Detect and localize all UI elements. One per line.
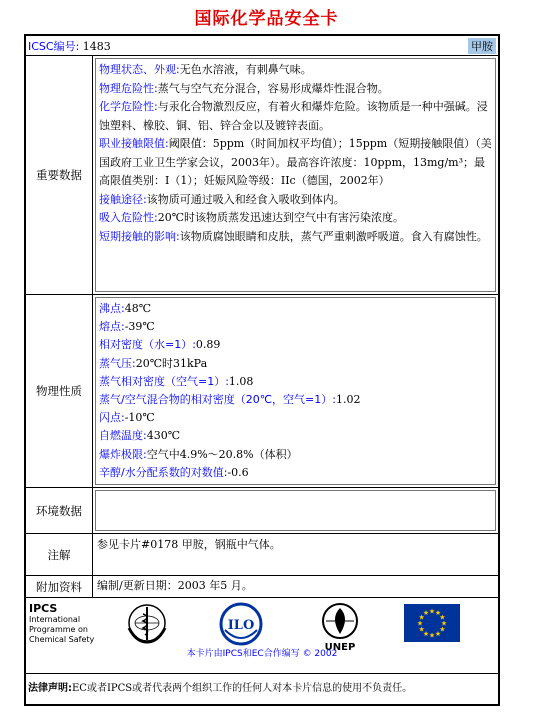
eu-star-icon: ★ (439, 613, 446, 622)
eu-star-icon: ★ (428, 631, 436, 640)
physical-value: 48℃ (124, 302, 152, 315)
physical-term: 熔点: (99, 320, 125, 334)
important-item (99, 228, 492, 247)
icsc-number: ICSC编号: 1483 (28, 40, 111, 53)
important-term: 物理危险性: (99, 81, 158, 95)
eu-star-icon: ★ (422, 609, 430, 618)
physical-term: 相对密度（水=1）: (99, 338, 196, 352)
physical-term: 爆炸极限: (99, 447, 147, 461)
chemical-name: 甲胺 (468, 38, 496, 54)
physical-value: -10℃ (124, 411, 155, 425)
eu-flag-icon (404, 604, 460, 642)
important-term: 物理状态、外观: (99, 63, 180, 76)
safety-card (24, 34, 500, 706)
important-term: 吸入危险性: (99, 211, 158, 224)
notes-label: 注解 (26, 534, 93, 575)
important-item (99, 98, 492, 135)
important-term: 接触途径: (99, 192, 147, 206)
important-value: 蒸气与空气充分混合，容易形成爆炸性混合物。 (157, 81, 389, 95)
physical-term: 闪点: (99, 411, 125, 425)
eu-star-icon: ★ (434, 609, 442, 618)
physical-term: 蒸气压: (99, 356, 136, 370)
eu-star-icon: ★ (439, 625, 446, 634)
important-value: 无色水溶液，有刺鼻气味。 (179, 63, 312, 76)
physical-item (99, 373, 492, 391)
cooperation-note: 本卡片由IPCS和EC合作编写 © 2002 (186, 649, 338, 659)
physical-value: 空气中4.9%～20.8%（体积） (146, 447, 298, 461)
physical-item (99, 446, 492, 464)
important-value: 该物质可通过吸入和经食入吸收到体内。 (146, 192, 345, 206)
physical-value: 1.08 (228, 374, 254, 388)
important-term: 职业接触限值: (99, 137, 169, 150)
notes-section (26, 534, 498, 576)
physical-properties-content (95, 297, 496, 485)
environment-content (95, 490, 496, 531)
physical-item (99, 464, 492, 482)
icsc-row (26, 36, 498, 56)
ipcs-logo-text: IPCS International Programme on Chemical Safety (29, 602, 95, 644)
physical-value: 1.02 (335, 393, 361, 407)
eu-star-icon: ★ (418, 613, 425, 622)
important-value: 该物质腐蚀眼睛和皮肤，蒸气严重刺激呼吸道。食入有腐蚀性。 (179, 229, 488, 243)
environment-section (26, 488, 498, 534)
physical-term: 辛醇/水分配系数的对数值: (99, 465, 228, 479)
important-item (99, 135, 492, 191)
logos-section (26, 598, 498, 674)
environment-label: 环境数据 (26, 488, 93, 533)
important-value: 20℃时该物质蒸发迅速达到空气中有害污染浓度。 (157, 211, 405, 224)
eu-star-icon: ★ (418, 625, 425, 634)
important-term: 短期接触的影响: (99, 229, 180, 243)
physical-item (99, 391, 492, 409)
notes-content: 参见卡片#0178 甲胺，钢瓶中气体。 (97, 538, 281, 551)
important-item (99, 191, 492, 210)
important-data-section (26, 56, 498, 295)
physical-term: 蒸气相对密度（空气=1）: (99, 374, 229, 388)
physical-item (99, 427, 492, 445)
unep-text: UNEP (324, 642, 356, 652)
physical-value: -39℃ (124, 320, 155, 334)
physical-value: -0.6 (227, 465, 249, 479)
important-value: 与汞化合物激烈反应，有着火和爆炸危险。该物质是一种中强碱。浸蚀塑料、橡胶、铜、铝、锌合金以及镀锌表面。 (99, 100, 488, 132)
additional-label: 附加资料 (26, 576, 93, 597)
legal-statement: 法律声明:EC或者IPCS或者代表两个组织工作的任何人对本卡片信息的使用不负责任。 (28, 683, 413, 694)
card-title: 国际化学品安全卡 (194, 9, 339, 29)
physical-value: 430℃ (146, 429, 181, 443)
important-item (99, 80, 492, 99)
important-term: 化学危险性: (99, 100, 158, 113)
physical-item (99, 300, 492, 318)
important-item (99, 209, 492, 228)
physical-item (99, 355, 492, 373)
physical-value: 20℃时31kPa (135, 356, 208, 370)
additional-content: 编制/更新日期：2003 年5 月。 (97, 579, 253, 592)
eu-star-icon: ★ (428, 607, 436, 616)
physical-properties-section (26, 295, 498, 488)
important-item (99, 61, 492, 80)
physical-value: 0.89 (195, 338, 221, 352)
who-emblem-icon (124, 602, 170, 644)
legal-section (26, 674, 498, 704)
important-value: 阈限值：5ppm（时间加权平均值）；15ppm（短期接触限值）（美国政府工业卫生学家会议，2003年）。最高容许浓度：10ppm，13mg/m³；最高限值类别：I（1）；妊娠风险等级：IIc（德国，2002年） (99, 137, 492, 187)
eu-star-icon: ★ (434, 629, 442, 638)
physical-item (99, 409, 492, 427)
eu-star-icon: ★ (440, 619, 448, 628)
physical-term: 自燃温度: (99, 429, 147, 443)
unep-emblem-icon (316, 600, 364, 652)
ilo-emblem-icon (219, 602, 263, 646)
physical-properties-label: 物理性质 (26, 295, 93, 487)
eu-star-icon: ★ (422, 629, 430, 638)
important-data-label: 重要数据 (26, 56, 93, 294)
eu-star-icon: ★ (416, 619, 424, 628)
physical-term: 蒸气/空气混合物的相对密度（20℃，空气=1）: (99, 393, 336, 407)
physical-term: 沸点: (99, 302, 125, 315)
physical-item (99, 336, 492, 354)
important-data-content (95, 58, 496, 292)
ilo-text: ILO (227, 618, 255, 633)
additional-section (26, 576, 498, 598)
physical-item (99, 318, 492, 336)
